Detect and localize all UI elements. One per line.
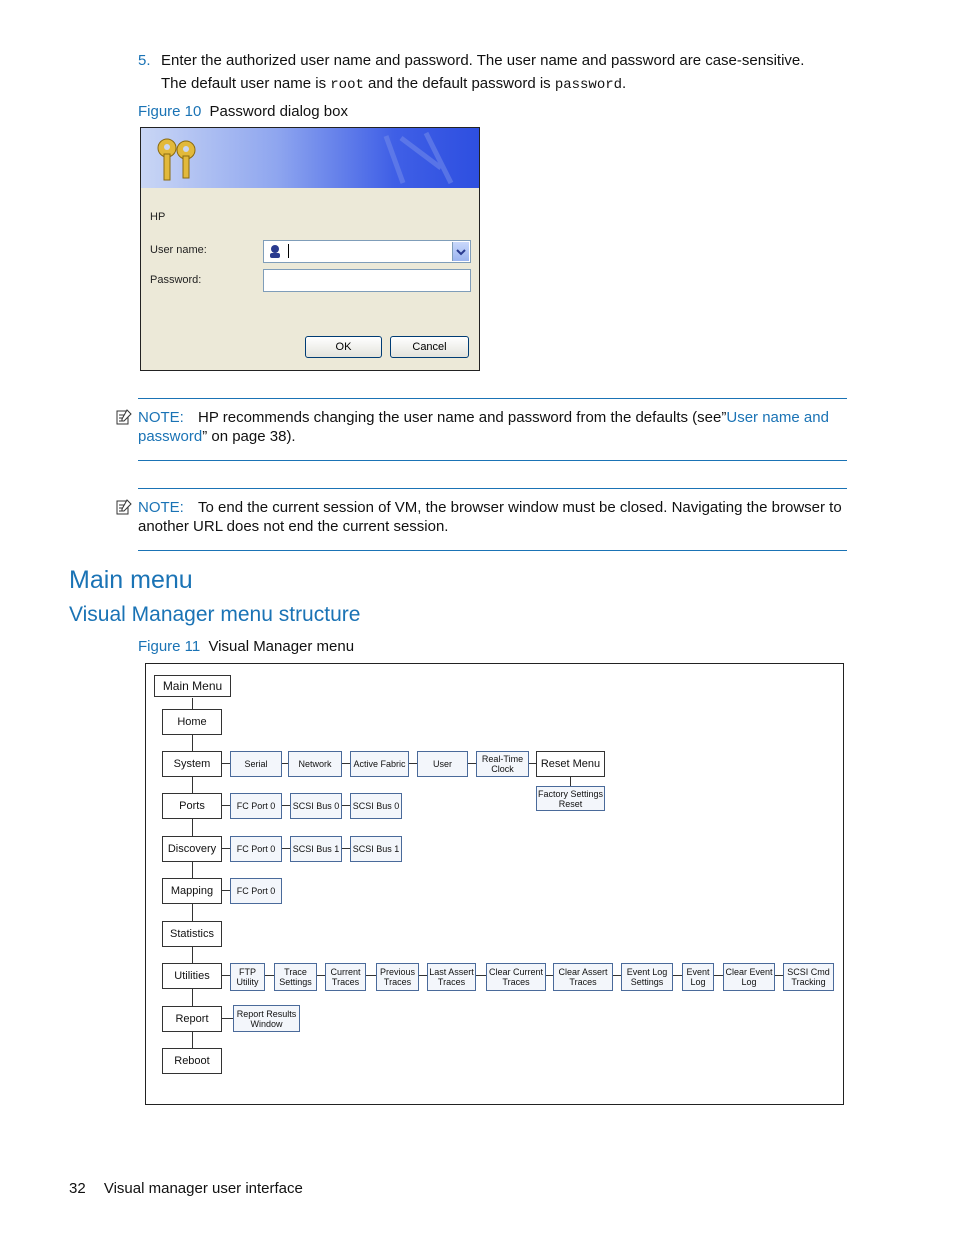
dialog-banner (141, 128, 479, 188)
password-dialog (140, 127, 480, 371)
step-5-line-1: Enter the authorized user name and password. The user name and password are case-sensitive. (161, 52, 805, 69)
password-label: Password: (150, 274, 202, 286)
note-1-label: NOTE: (138, 409, 184, 426)
submenu-discovery-scsi-bus-1: SCSI Bus 1 (290, 836, 342, 862)
menu-item-statistics: Statistics (162, 921, 222, 947)
cancel-button[interactable]: Cancel (390, 336, 469, 358)
menu-root: Main Menu (154, 675, 231, 697)
submenu-clear-current-traces: Clear Current Traces (486, 963, 546, 991)
report-connector (221, 1018, 233, 1019)
menu-item-utilities: Utilities (162, 963, 222, 989)
submenu-ports-scsi-bus-0: SCSI Bus 0 (290, 793, 342, 819)
note-1-text-end: ” on page 38). (202, 428, 296, 445)
text-cursor (288, 244, 289, 258)
submenu-discovery-scsi-bus-1b: SCSI Bus 1 (350, 836, 402, 862)
user-icon (268, 244, 282, 258)
note-2-label: NOTE: (138, 499, 184, 516)
page-footer (69, 1180, 303, 1197)
note-1-top-rule (138, 398, 847, 399)
figure-10-title: Password dialog box (209, 103, 348, 120)
password-field[interactable] (263, 269, 471, 292)
menu-item-reboot: Reboot (162, 1048, 222, 1074)
submenu-clear-event-log: Clear Event Log (723, 963, 775, 991)
submenu-active-fabric: Active Fabric (350, 751, 409, 777)
submenu-ports-fc-port-0: FC Port 0 (230, 793, 282, 819)
submenu-discovery-fc-port-0: FC Port 0 (230, 836, 282, 862)
keys-icon (141, 128, 479, 188)
submenu-serial: Serial (230, 751, 282, 777)
note-1-text: HP recommends changing the user name and password from the defaults (see” (198, 409, 727, 426)
submenu-current-traces: Current Traces (325, 963, 366, 991)
step-5-text-b: and the default password is (363, 75, 555, 92)
note-2-top-rule (138, 488, 847, 489)
user-name-combobox[interactable] (263, 240, 471, 263)
note-icon (115, 498, 133, 516)
menu-item-mapping: Mapping (162, 878, 222, 904)
user-name-label: User name: (150, 244, 207, 256)
menu-item-home: Home (162, 709, 222, 735)
submenu-ftp-utility: FTP Utility (230, 963, 265, 991)
figure-10-label: Figure 10 (138, 103, 202, 120)
menu-item-ports: Ports (162, 793, 222, 819)
menu-item-report: Report (162, 1006, 222, 1032)
dialog-realm-label: HP (150, 211, 166, 223)
step-5-line-2 (161, 75, 626, 93)
submenu-previous-traces: Previous Traces (376, 963, 419, 991)
submenu-mapping-fc-port-0: FC Port 0 (230, 878, 282, 904)
step-5-text-c: . (622, 75, 627, 92)
password-link[interactable]: password (138, 428, 203, 445)
submenu-real-time-clock: Real-Time Clock (476, 751, 529, 777)
note-icon (115, 408, 133, 426)
default-password: password (554, 77, 623, 93)
submenu-user: User (417, 751, 468, 777)
step-number: 5. (138, 52, 151, 69)
note-2-bottom-rule (138, 550, 847, 551)
user-name-link[interactable]: User name and (726, 409, 829, 426)
chevron-down-icon[interactable] (452, 242, 469, 261)
figure-11-title: Visual Manager menu (208, 638, 355, 655)
page-number: 32 (69, 1180, 86, 1197)
menu-diagram (145, 663, 844, 1105)
footer-title: Visual manager user interface (103, 1180, 303, 1197)
submenu-reset-menu: Reset Menu (536, 751, 605, 777)
figure-11-label: Figure 11 (138, 638, 201, 655)
note-1 (138, 408, 850, 446)
step-5 (138, 52, 151, 69)
figure-10-caption (138, 103, 348, 120)
step-5-text-a: The default user name is (161, 75, 331, 92)
default-user-name: root (330, 77, 364, 93)
submenu-last-assert-traces: Last Assert Traces (427, 963, 476, 991)
heading-main-menu: Main menu (69, 566, 193, 594)
submenu-report-results-window: Report Results Window (233, 1005, 300, 1032)
heading-menu-structure: Visual Manager menu structure (69, 603, 361, 626)
submenu-event-log: Event Log (682, 963, 714, 991)
ok-button[interactable]: OK (305, 336, 382, 358)
submenu-event-log-settings: Event Log Settings (621, 963, 673, 991)
reset-connector (570, 776, 571, 786)
submenu-scsi-cmd-tracking: SCSI Cmd Tracking (783, 963, 834, 991)
submenu-clear-assert-traces: Clear Assert Traces (553, 963, 613, 991)
menu-item-system: System (162, 751, 222, 777)
submenu-factory-settings-reset: Factory Settings Reset (536, 786, 605, 811)
note-2 (138, 498, 850, 536)
note-2-line-1: To end the current session of VM, the browser window must be closed. Navigating the browser to (198, 499, 842, 516)
menu-item-discovery: Discovery (162, 836, 222, 862)
submenu-ports-scsi-bus-0b: SCSI Bus 0 (350, 793, 402, 819)
submenu-network: Network (288, 751, 342, 777)
note-2-line-2: another URL does not end the current session. (138, 518, 449, 535)
note-1-bottom-rule (138, 460, 847, 461)
submenu-trace-settings: Trace Settings (274, 963, 317, 991)
figure-11-caption (138, 638, 354, 655)
